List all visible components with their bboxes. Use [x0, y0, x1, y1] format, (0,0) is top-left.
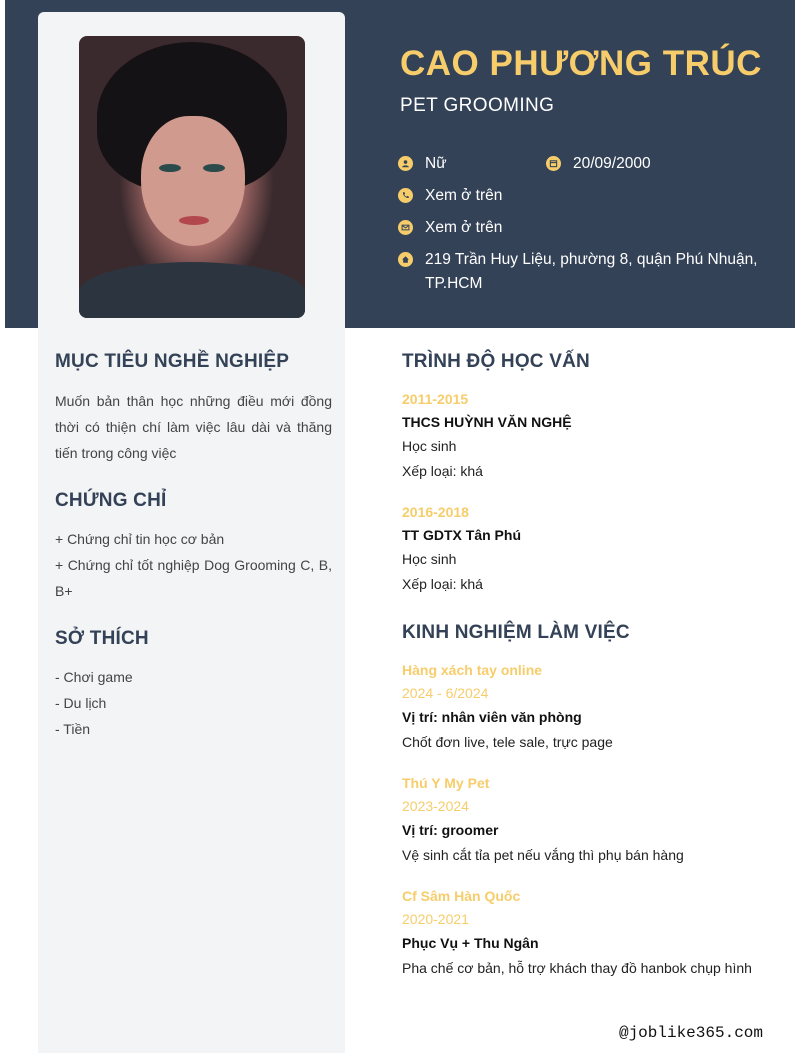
education-role: Học sinh [402, 438, 457, 454]
email-row [398, 216, 502, 240]
education-entry [402, 501, 772, 597]
gender-value: Nữ [425, 155, 447, 172]
birthdate-value: 20/09/2000 [573, 155, 651, 172]
calendar-icon [546, 156, 561, 171]
gender-row [398, 152, 447, 176]
certificate-item: + Chứng chỉ tin học cơ bản [55, 531, 225, 547]
hobby-item: - Tiền [55, 721, 91, 737]
experience-company: Hàng xách tay online [402, 662, 543, 678]
email-value: Xem ở trên [425, 219, 503, 236]
experience-position: Vị trí: nhân viên văn phòng [402, 709, 582, 725]
experience-description: Pha chế cơ bản, hỗ trợ khách thay đồ hanbok chụp hình [402, 960, 752, 976]
education-school: THCS HUỲNH VĂN NGHỆ [402, 414, 572, 430]
experience-period: 2020-2021 [402, 911, 469, 927]
hobby-item: - Chơi game [55, 669, 133, 685]
experience-description: Chốt đơn live, tele sale, trực page [402, 734, 613, 750]
address-value: 219 Trần Huy Liệu, phường 8, quận Phú Nhuận, TP.HCM [425, 251, 758, 292]
experience-entry [402, 772, 772, 868]
objective-heading: MỤC TIÊU NGHỀ NGHIỆP [55, 351, 290, 372]
user-icon [398, 156, 413, 171]
hobbies-heading: SỞ THÍCH [55, 628, 149, 649]
experience-entry [402, 885, 772, 981]
birthdate-row [546, 152, 651, 176]
education-entry [402, 388, 772, 484]
hobbies-list [55, 664, 332, 742]
mail-icon [398, 220, 413, 235]
education-grade: Xếp loại: khá [402, 576, 483, 592]
phone-icon [398, 188, 413, 203]
profile-photo [79, 36, 305, 318]
certificates-list [55, 526, 332, 604]
education-heading: TRÌNH ĐỘ HỌC VẤN [402, 351, 590, 372]
education-role: Học sinh [402, 551, 457, 567]
objective-text: Muốn bản thân học những điều mới đồng thời có thiện chí làm việc lâu dài và thăng tiến trong công việc [55, 393, 332, 461]
education-grade: Xếp loại: khá [402, 463, 483, 479]
experience-position: Phục Vụ + Thu Ngân [402, 935, 539, 951]
hobby-item: - Du lịch [55, 695, 107, 711]
experience-heading: KINH NGHIỆM LÀM VIỆC [402, 622, 630, 643]
experience-period: 2024 - 6/2024 [402, 685, 489, 701]
phone-row [398, 184, 502, 208]
home-icon [398, 252, 413, 267]
experience-position: Vị trí: groomer [402, 822, 499, 838]
certificate-item: + Chứng chỉ tốt nghiệp Dog Grooming C, B, B+ [55, 557, 332, 599]
experience-entry [402, 659, 772, 755]
job-title: PET GROOMING [400, 95, 555, 116]
education-school: TT GDTX Tân Phú [402, 527, 521, 543]
education-years: 2011-2015 [402, 391, 469, 407]
candidate-name: CAO PHƯƠNG TRÚC [400, 44, 762, 83]
experience-period: 2023-2024 [402, 798, 469, 814]
watermark: @joblike365.com [618, 1024, 763, 1042]
experience-company: Thú Y My Pet [402, 775, 490, 791]
experience-description: Vệ sinh cắt tỉa pet nếu vắng thì phụ bán hàng [402, 847, 684, 863]
phone-value: Xem ở trên [425, 187, 503, 204]
experience-company: Cf Sâm Hàn Quốc [402, 888, 521, 904]
education-years: 2016-2018 [402, 504, 469, 520]
address-row [398, 248, 768, 296]
certificates-heading: CHỨNG CHỈ [55, 490, 167, 511]
